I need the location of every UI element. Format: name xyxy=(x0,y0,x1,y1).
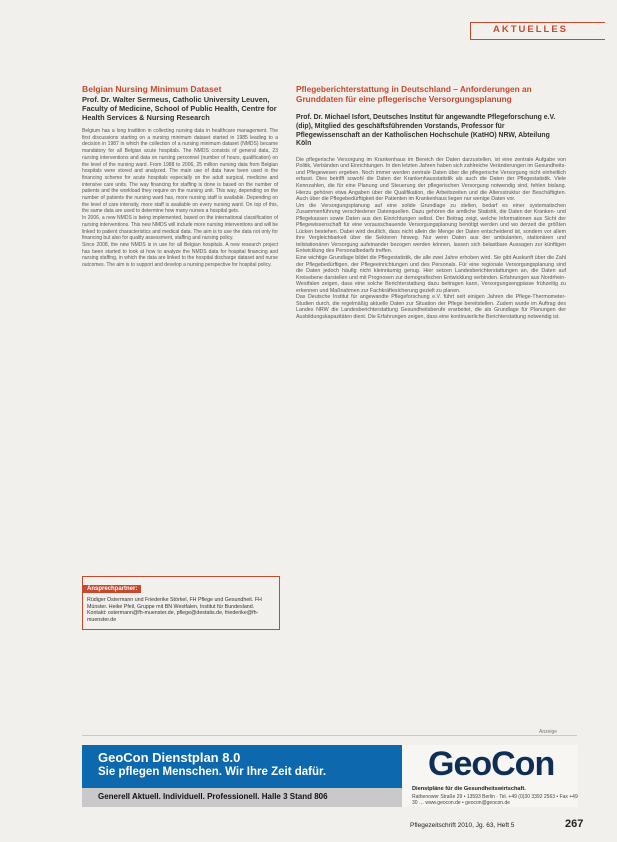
left-paragraph: Belgium has a long tradition in collecting nursing data in healthcare management. The first discussions starting on a nursing minimum dataset started in 1985 leading to a decision in 1987 in which the collection of a nursing minimum dataset (NMDS) became mandatory for all Belgian acute hospitals. The NMDS consists of general data, 23 nursing interventions and data on nursing personnel (number of hours, qualification) on the level of the nursing ward. From 1988 to 2006, 25 million nursing data from Belgian hospitals were stored and analyzed. The main use of data have been used in the financing scheme for acute hospitals especially on the adult surgical, medicine and intensive care units. The way financing for staffing is done is based on the number of patients and the workload they require on the nursing unit. This way, depending on the number of patients the nursing ward has, more nursing staff is available. Depending on the level of care intensity, more staff is available on every nursing ward. On top of this, the same data are used to determine how many nurses a hospital gets. xyxy=(82,128,278,215)
right-paragraph: Das Deutsche Institut für angewandte Pflegeforschung e.V. führt seit einigen Jahren die Pflege-Thermometer-Studien durch, die regelmäßig aktuelle Daten zur Situation der Pflege bereitstellen. Zudem wurde im Auftrag des Landes NRW die Landesberichterstattung Gesundheitsberufe erarbeitet, die als Grundlage für Planungen der Ausbildungskapazitäten dient. Die Erfahrungen zeigen, dass eine kontinuierliche Berichterstattung notwendig ist. xyxy=(296,294,566,320)
left-article-body xyxy=(82,128,278,269)
right-article-body xyxy=(296,157,566,321)
ad-divider xyxy=(82,735,577,736)
journal-footer: Pflegezeitschrift 2010, Jg. 63, Heft 5 xyxy=(410,822,515,829)
ad-label: Anzeige xyxy=(536,729,560,735)
right-article-author: Prof. Dr. Michael Isfort, Deutsches Institut für angewandte Pflegeforschung e.V. (dip), Mitglied des geschäftsführenden Vorstands, Professor für Pflegewissenschaft an der Katholischen Hochschule (KatHO) NRW, Abteilung Köln xyxy=(296,114,556,148)
contact-heading: Ansprechpartner: xyxy=(83,585,141,593)
left-paragraph: Since 2008, the new NMDS is in use for all Belgian hospitals. A new research project has been started to look at how to analyze the NMDS data for hospital financing and nursing staffing, in which the data are linked to the hospital discharge dataset and nurse outcomes. The aim is to support and develop a nursing perspective for hospital policy. xyxy=(82,241,278,269)
right-paragraph: Eine wichtige Grundlage bildet die Pflegestatistik, die alle zwei Jahre erhoben wird. Sie gibt Auskunft über die Zahl der Pflegebedürftigen, der Pflegeeinrichtungen und des Personals. Für eine regionale Versorgungsplanung sind die Daten jedoch häufig nicht kleinräumig genug. Hier setzen Landesberichterstattungen an, die Daten auf Kreisebene darstellen und mit Prognosen zur demografischen Entwicklung verbinden. Erfahrungen aus Nordrhein-Westfalen zeigen, dass eine solche Berichterstattung dazu beitragen kann, Versorgungsengpässe frühzeitig zu erkennen und Maßnahmen zur Fachkräftesicherung gezielt zu planen. xyxy=(296,254,566,294)
right-paragraph: Die pflegerische Versorgung im Krankenhaus im Bereich der Daten darzustellen, ist eine zentrale Aufgabe von Politik, Verbänden und Einrichtungen. In den letzten Jahren haben sich zahlreiche Veränderungen im Gesundheits- und Pflegewesen ergeben. Noch immer werden zentrale Daten über die pflegerische Versorgung nicht einheitlich erfasst. Dies betrifft sowohl die Daten der Krankenhausstatistik als auch die Daten der Pflegestatistik. Viele Kennzahlen, die für eine Planung und Steuerung der pflegerischen Versorgung notwendig sind, fehlen bislang. Hierzu gehören etwa Angaben über die Qualifikation, die Arbeitszeiten und die Altersstruktur der Beschäftigten. Auch über die Pflegebedürftigkeit der Patienten im Krankenhaus liegen nur wenige Daten vor. xyxy=(296,156,566,203)
right-article-title: Pflegeberichterstattung in Deutschland – Anforderungen an Grunddaten für eine pflegerische Versorgungsplanung xyxy=(296,84,532,105)
geocon-logo-text: GeoCon xyxy=(428,745,555,783)
ad-strip-text: Generell Aktuell. Individuell. Professionell. Halle 3 Stand 806 xyxy=(98,792,328,801)
contact-box xyxy=(82,576,280,630)
right-paragraph: Um die Versorgungsplanung auf eine solide Grundlage zu stellen, bedarf es einer systematischen Zusammenführung verschiedener Datenquellen. Dazu gehören die amtliche Statistik, die Daten der Kranken- und Pflegekassen sowie Daten aus den Einrichtungen selbst. Der Beitrag zeigt, welche Informationen aus Sicht der Pflegewissenschaft für eine vorausschauende Versorgungsplanung benötigt werden und wo derzeit die größten Lücken bestehen. Dabei wird deutlich, dass nicht allein die Menge der Daten entscheidend ist, sondern vor allem ihre Vergleichbarkeit über die Sektoren hinweg. Nur wenn Daten aus der ambulanten, stationären und teilstationären Versorgung aufeinander bezogen werden können, lassen sich belastbare Aussagen zur künftigen Entwicklung des Personalbedarfs treffen. xyxy=(296,202,566,255)
logo-address: Rathenower Straße 29 • 13593 Berlin · Tel. +49 (0)30 3392 2563 • Fax +49 30 … www.geocon.de • geocon@geocon.de xyxy=(412,794,578,807)
geocon-logo-box[interactable] xyxy=(402,745,578,807)
left-article-title: Belgian Nursing Minimum Dataset xyxy=(82,84,222,94)
left-article xyxy=(82,84,278,269)
page-number: 267 xyxy=(565,818,584,830)
left-paragraph: In 2006, a new NMDS is being implemented, based on the international classification of nursing interventions. This new NMDS will include more nursing interventions and will be linked to patient characteristics and medical data. The aim is to use the data not only for financing but also for quality assessment, staffing and nursing policy. xyxy=(82,215,278,242)
right-article xyxy=(296,84,566,320)
contact-text: Rüdiger Ostermann und Friederike Störkel, FH Pflege und Gesundheit. FH Münster. Heike Pfeil, Gruppe mit BN Westfalen, Institut für Bundesland. Kontakt: ostermann@fh-muenster.de, pflege@destatis.de, friederike@fh-muenster.de xyxy=(87,597,262,623)
geocon-logo xyxy=(428,745,554,784)
advertisement-banner[interactable] xyxy=(82,745,402,807)
ad-title: GeoCon Dienstplan 8.0 xyxy=(98,750,241,765)
ad-slogan: Sie pflegen Menschen. Wir Ihre Zeit dafür. xyxy=(98,766,327,778)
logo-tagline: Dienstpläne für die Gesundheitswirtschaft. xyxy=(412,786,526,792)
section-label: AKTUELLES xyxy=(493,24,568,35)
left-article-author: Prof. Dr. Walter Sermeus, Catholic University Leuven, Faculty of Medicine, School of Public Health, Centre for Health Services & Nursing Research xyxy=(82,95,277,122)
